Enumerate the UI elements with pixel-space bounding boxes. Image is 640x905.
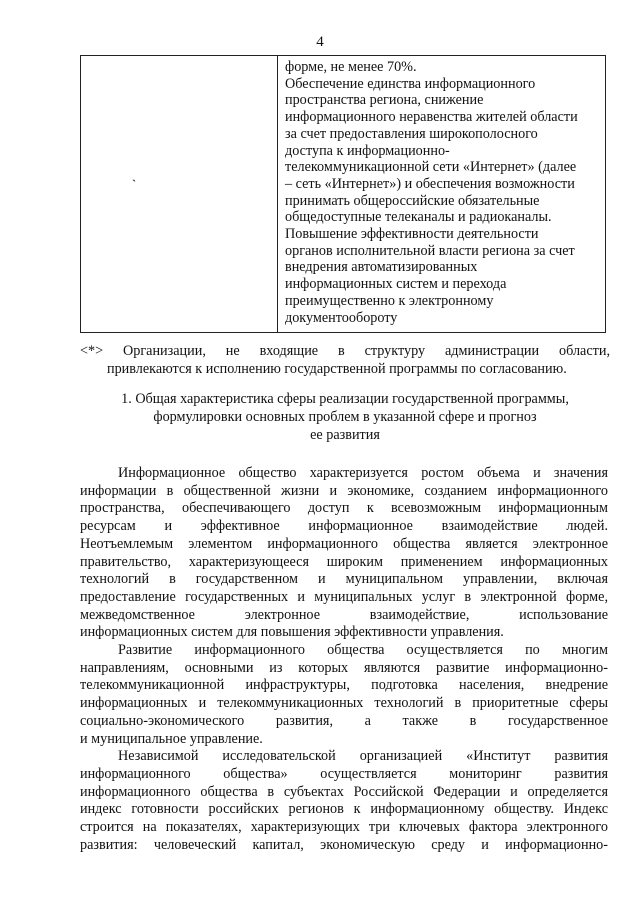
table-cell-line: Обеспечение единства информационного xyxy=(285,75,536,92)
table-cell-line: внедрения автоматизированных xyxy=(285,259,478,276)
paragraph-line: правительство, характеризующееся широким применением информационных xyxy=(80,553,608,570)
paragraph xyxy=(80,748,608,854)
section-heading xyxy=(80,390,610,444)
table-cell-line: органов исполнительной власти региона за счет xyxy=(285,242,575,259)
paragraph-line: и муниципальное управление. xyxy=(80,730,263,747)
paragraph-line: социально-экономического развития, а также в государственное xyxy=(80,712,608,729)
section-heading-line: формулировки основных проблем в указанной сфере и прогноз xyxy=(153,409,537,425)
paragraph-line: информации в общественной жизни и экономике, созданием информационного xyxy=(80,482,608,499)
paragraph-line: Неотъемлемым элементом информационного общества является электронное xyxy=(80,535,608,552)
table-cell-line: общедоступные телеканалы и радиоканалы. xyxy=(285,209,552,226)
table-cell-line: преимущественно к электронному xyxy=(285,292,494,309)
paragraph-line: Информационное общество характеризуется ростом объема и значения xyxy=(118,465,608,481)
section-heading-line: 1. Общая характеристика сферы реализации государственной программы, xyxy=(121,391,569,407)
paragraph-line: индекс готовности российских регионов к информационному обществу. Индекс xyxy=(80,801,608,818)
table-right-cell xyxy=(285,59,601,326)
table-cell-line: за счет предоставления широкополосного xyxy=(285,125,538,142)
paragraph-line: Развитие информационного общества осуществляется по многим xyxy=(118,642,608,659)
paragraph-line: межведомственное электронное взаимодействие, использование xyxy=(80,606,608,623)
paragraph-line: Независимой исследовательской организацией «Институт развития xyxy=(118,748,608,765)
paragraph-line: технологий в государственном и муниципальном управлении, включая xyxy=(80,571,608,588)
paragraph-line: телекоммуникационной инфраструктуры, подготовка населения, внедрение xyxy=(80,677,608,694)
table-left-cell-mark: ˎ xyxy=(132,168,136,182)
table-cell-line: Повышение эффективности деятельности xyxy=(285,226,539,243)
table-cell-line: принимать общероссийские обязательные xyxy=(285,192,540,209)
table-column-divider xyxy=(277,56,278,332)
paragraph-line: предоставление государственных и муниципальных услуг в электронной форме, xyxy=(80,588,608,605)
page-number: 4 xyxy=(316,34,324,50)
paragraph xyxy=(80,465,608,642)
program-table xyxy=(80,55,606,333)
table-cell-line: доступа к информационно- xyxy=(285,142,450,159)
table-cell-line: телекоммуникационной сети «Интернет» (далее xyxy=(285,159,577,176)
paragraph-line: информационных систем для повышения эффективности управления. xyxy=(80,624,504,641)
section-heading-line: ее развития xyxy=(310,427,380,443)
footnote-line: <*> Организации, не входящие в структуру администрации области, xyxy=(80,343,610,359)
paragraph-line: ресурсам и эффективное информационное взаимодействие людей. xyxy=(80,518,608,535)
paragraph-line: направлениям, основными из которых являются развитие информационно- xyxy=(80,659,608,676)
paragraph-line: развития: человеческий капитал, экономическую среду и информационно- xyxy=(80,836,608,853)
paragraph-line: информационного общества» осуществляется мониторинг развития xyxy=(80,765,608,782)
paragraph xyxy=(80,642,608,748)
paragraph-line: информационного общества в субъектах Российской Федерации и определяется xyxy=(80,783,608,800)
paragraph-line: пространства, обеспечивающего доступ к всевозможным информационным xyxy=(80,500,608,517)
table-cell-line: пространства региона, снижение xyxy=(285,92,484,109)
table-cell-line: форме, не менее 70%. xyxy=(285,59,417,75)
paragraph-line: строится на показателях, характеризующих три ключевых фактора электронного xyxy=(80,819,608,836)
table-cell-line: документообороту xyxy=(285,309,398,326)
table-cell-line: информационных систем и перехода xyxy=(285,276,507,293)
paragraph-line: информационных и телекоммуникационных технологий в приоритетные сферы xyxy=(80,695,608,712)
body-text xyxy=(80,465,608,854)
footnote-line: привлекаются к исполнению государственной программы по согласованию. xyxy=(107,360,567,377)
table-cell-line: информационного неравенства жителей области xyxy=(285,109,578,126)
table-cell-line: – сеть «Интернет») и обеспечения возможности xyxy=(285,175,575,192)
footnote xyxy=(80,343,610,378)
